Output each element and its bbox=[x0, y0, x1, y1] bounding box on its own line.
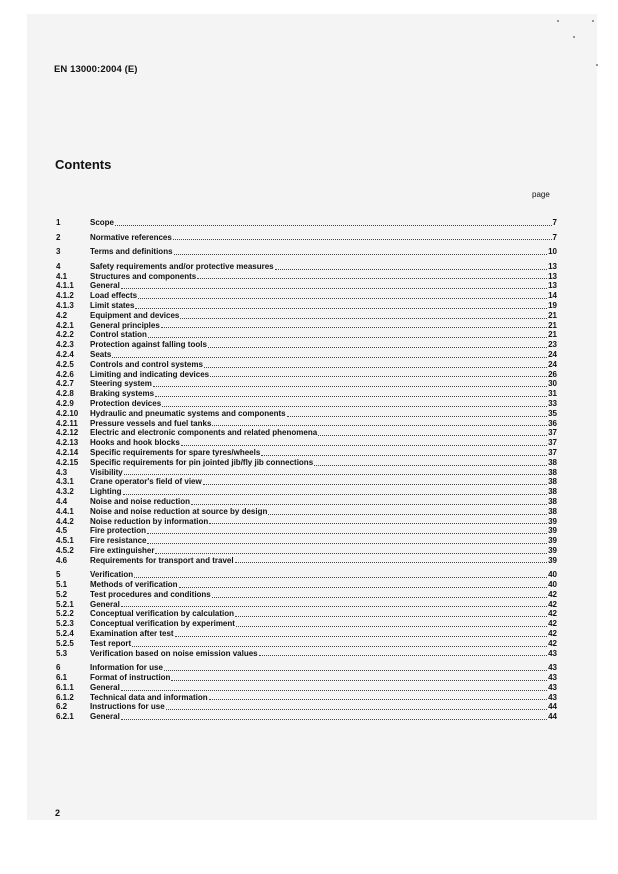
toc-entry-title: General principles bbox=[90, 320, 160, 330]
toc-entry-number: 4.2.2 bbox=[56, 330, 74, 340]
toc-dot-leader bbox=[171, 680, 547, 681]
toc-dot-leader bbox=[148, 337, 547, 338]
toc-dot-leader bbox=[175, 636, 548, 637]
toc-dot-leader bbox=[121, 606, 547, 607]
toc-entry-page: 38 bbox=[548, 496, 557, 506]
toc-entry-number: 4.6 bbox=[56, 555, 68, 565]
toc-entry[interactable] bbox=[56, 340, 557, 350]
toc-entry-number: 4.4.2 bbox=[56, 516, 74, 526]
scan-speck bbox=[596, 64, 598, 66]
toc-entry-page: 43 bbox=[548, 663, 557, 673]
toc-entry-page: 42 bbox=[548, 629, 557, 639]
toc-entry-page: 44 bbox=[548, 712, 557, 722]
toc-entry[interactable] bbox=[56, 409, 557, 419]
toc-entry-number: 4.2.1 bbox=[56, 320, 74, 330]
toc-entry[interactable] bbox=[56, 379, 557, 389]
toc-entry-title: Test report bbox=[90, 638, 132, 648]
toc-entry-number: 4.1.1 bbox=[56, 281, 74, 291]
toc-entry-page: 21 bbox=[548, 330, 557, 340]
toc-entry-page: 26 bbox=[548, 369, 557, 379]
toc-dot-leader bbox=[166, 709, 547, 710]
toc-dot-leader bbox=[314, 465, 547, 466]
toc-entry[interactable] bbox=[56, 546, 557, 556]
toc-entry-number: 4.2.7 bbox=[56, 379, 74, 389]
toc-entry-page: 38 bbox=[548, 487, 557, 497]
toc-dot-leader bbox=[123, 494, 548, 495]
toc-dot-leader bbox=[155, 396, 547, 397]
scan-speck bbox=[573, 36, 575, 38]
toc-entry-title: Protection against falling tools bbox=[90, 340, 207, 350]
page-column-label: page bbox=[532, 190, 550, 199]
toc-entry-number: 6.2.1 bbox=[56, 712, 74, 722]
toc-dot-leader bbox=[135, 308, 547, 309]
toc-dot-leader bbox=[179, 587, 548, 588]
toc-entry-number: 4.2.4 bbox=[56, 349, 74, 359]
toc-entry[interactable] bbox=[56, 311, 557, 321]
toc-entry-number: 4.5.1 bbox=[56, 536, 74, 546]
toc-entry-title: Requirements for transport and travel bbox=[90, 555, 234, 565]
toc-entry-title: Fire resistance bbox=[90, 536, 147, 546]
toc-entry-number: 4.2.15 bbox=[56, 457, 79, 467]
toc-entry-title: Fire extinguisher bbox=[90, 545, 155, 555]
toc-entry-title: Methods of verification bbox=[90, 580, 178, 590]
toc-entry[interactable] bbox=[56, 649, 557, 659]
toc-entry-title: Conceptual verification by experiment bbox=[90, 619, 235, 629]
toc-dot-leader bbox=[268, 514, 547, 515]
toc-entry-title: Load effects bbox=[90, 291, 138, 301]
toc-entry-page: 38 bbox=[548, 477, 557, 487]
toc-dot-leader bbox=[212, 597, 547, 598]
toc-dot-leader bbox=[180, 318, 547, 319]
toc-entry-number: 4.2.5 bbox=[56, 359, 74, 369]
toc-dot-leader bbox=[164, 670, 547, 671]
toc-entry-title: Normative references bbox=[90, 232, 172, 242]
toc-entry[interactable] bbox=[56, 281, 557, 291]
toc-entry[interactable] bbox=[56, 291, 557, 301]
toc-entry[interactable] bbox=[56, 321, 557, 331]
toc-entry-number: 5.2.1 bbox=[56, 599, 74, 609]
toc-entry-title: Protection devices bbox=[90, 398, 162, 408]
toc-dot-leader bbox=[212, 425, 547, 426]
toc-entry-page: 39 bbox=[548, 545, 557, 555]
toc-entry-title: Verification bbox=[90, 570, 134, 580]
toc-entry-page: 42 bbox=[548, 619, 557, 629]
toc-dot-leader bbox=[209, 699, 547, 700]
document-id: EN 13000:2004 (E) bbox=[54, 64, 138, 75]
toc-entry[interactable] bbox=[56, 507, 557, 517]
toc-dot-leader bbox=[235, 616, 547, 617]
toc-entry[interactable] bbox=[56, 556, 557, 566]
toc-entry-number: 5.2.5 bbox=[56, 638, 74, 648]
toc-entry-number: 4.2.14 bbox=[56, 447, 79, 457]
toc-entry-number: 4.3 bbox=[56, 467, 68, 477]
toc-entry[interactable] bbox=[56, 580, 557, 590]
toc-entry-title: Format of instruction bbox=[90, 673, 171, 683]
scan-speck bbox=[557, 20, 559, 22]
toc-entry[interactable] bbox=[56, 702, 557, 712]
toc-entry[interactable] bbox=[56, 609, 557, 619]
toc-entry[interactable] bbox=[56, 683, 557, 693]
toc-dot-leader bbox=[203, 484, 547, 485]
toc-entry-page: 43 bbox=[548, 648, 557, 658]
toc-entry-number: 5.2.3 bbox=[56, 619, 74, 629]
toc-entry[interactable] bbox=[56, 600, 557, 610]
toc-entry-title: Information for use bbox=[90, 663, 163, 673]
toc-dot-leader bbox=[121, 690, 547, 691]
toc-entry-title: Electric and electronic components and related phenomena bbox=[90, 428, 318, 438]
toc-entry-page: 24 bbox=[548, 359, 557, 369]
toc-dot-leader bbox=[112, 357, 547, 358]
toc-entry-number: 3 bbox=[56, 247, 61, 257]
toc-dot-leader bbox=[161, 327, 547, 328]
toc-entry[interactable] bbox=[56, 350, 557, 360]
toc-dot-leader bbox=[287, 416, 547, 417]
toc-dot-leader bbox=[209, 523, 547, 524]
toc-entry-number: 4.2 bbox=[56, 310, 68, 320]
toc-entry-number: 4.2.3 bbox=[56, 340, 74, 350]
toc-entry-title: Hydraulic and pneumatic systems and components bbox=[90, 408, 286, 418]
toc-entry-page: 38 bbox=[548, 467, 557, 477]
toc-entry-title: Terms and definitions bbox=[90, 247, 173, 257]
toc-entry-number: 4.2.8 bbox=[56, 389, 74, 399]
toc-dot-leader bbox=[134, 577, 547, 578]
toc-entry-title: Controls and control systems bbox=[90, 359, 203, 369]
toc-entry-title: Noise and noise reduction at source by design bbox=[90, 506, 268, 516]
toc-entry-number: 5.2 bbox=[56, 589, 68, 599]
toc-dot-leader bbox=[261, 455, 547, 456]
toc-entry[interactable] bbox=[56, 570, 557, 580]
toc-entry-title: Instructions for use bbox=[90, 702, 165, 712]
toc-entry-number: 6.1.1 bbox=[56, 682, 74, 692]
toc-dot-leader bbox=[138, 298, 547, 299]
toc-entry-page: 39 bbox=[548, 555, 557, 565]
toc-dot-leader bbox=[162, 406, 547, 407]
toc-entry-page: 43 bbox=[548, 692, 557, 702]
toc-entry[interactable] bbox=[56, 262, 557, 272]
toc-entry[interactable] bbox=[56, 517, 557, 527]
toc-entry-number: 4.2.13 bbox=[56, 438, 79, 448]
toc-entry-title: Specific requirements for pin jointed jib/fly jib connections bbox=[90, 457, 314, 467]
toc-dot-leader bbox=[236, 626, 547, 627]
toc-dot-leader bbox=[208, 347, 547, 348]
toc-entry-page: 39 bbox=[548, 536, 557, 546]
toc-entry-title: Technical data and information bbox=[90, 692, 208, 702]
toc-dot-leader bbox=[115, 225, 552, 226]
toc-entry[interactable] bbox=[56, 301, 557, 311]
toc-entry-number: 4.5.2 bbox=[56, 545, 74, 555]
toc-entry-title: Conceptual verification by calculation bbox=[90, 609, 235, 619]
toc-dot-leader bbox=[197, 278, 547, 279]
toc-entry[interactable] bbox=[56, 428, 557, 438]
toc-entry[interactable] bbox=[56, 663, 557, 673]
toc-entry-number: 4.4 bbox=[56, 496, 68, 506]
toc-entry-number: 4.1 bbox=[56, 271, 68, 281]
toc-entry-title: General bbox=[90, 281, 120, 291]
toc-dot-leader bbox=[181, 445, 547, 446]
toc-entry-title: Equipment and devices bbox=[90, 310, 180, 320]
toc-entry[interactable] bbox=[56, 360, 557, 370]
toc-dot-leader bbox=[191, 504, 547, 505]
toc-entry-title: Structures and components bbox=[90, 271, 197, 281]
toc-entry-page: 38 bbox=[548, 506, 557, 516]
toc-entry[interactable] bbox=[56, 330, 557, 340]
toc-entry-number: 4.3.1 bbox=[56, 477, 74, 487]
toc-entry-page: 44 bbox=[548, 702, 557, 712]
toc-entry-title: Limiting and indicating devices bbox=[90, 369, 210, 379]
toc-dot-leader bbox=[153, 386, 547, 387]
toc-entry-title: Fire protection bbox=[90, 526, 147, 536]
toc-entry-page: 13 bbox=[548, 281, 557, 291]
toc-entry-page: 35 bbox=[548, 408, 557, 418]
toc-entry-page: 21 bbox=[548, 310, 557, 320]
toc-entry-title: Scope bbox=[90, 218, 115, 227]
toc-entry-title: Limit states bbox=[90, 300, 135, 310]
toc-dot-leader bbox=[275, 269, 547, 270]
toc-entry[interactable] bbox=[56, 233, 557, 243]
toc-entry-number: 4.1.2 bbox=[56, 291, 74, 301]
page-number: 2 bbox=[55, 808, 61, 818]
toc-entry[interactable] bbox=[56, 389, 557, 399]
page-title: Contents bbox=[55, 157, 112, 172]
toc-entry-page: 43 bbox=[548, 673, 557, 683]
toc-entry-number: 5.2.2 bbox=[56, 609, 74, 619]
toc-entry-page: 13 bbox=[548, 261, 557, 271]
toc-entry-number: 4.4.1 bbox=[56, 506, 74, 516]
toc-entry-title: General bbox=[90, 599, 120, 609]
toc-entry-title: Control station bbox=[90, 330, 147, 340]
toc-entry-number: 5.1 bbox=[56, 580, 68, 590]
toc-entry-page: 42 bbox=[548, 589, 557, 599]
toc-entry[interactable] bbox=[56, 619, 557, 629]
toc-entry[interactable] bbox=[56, 712, 557, 722]
toc-entry-page: 24 bbox=[548, 349, 557, 359]
toc-entry-number: 5 bbox=[56, 570, 61, 580]
toc-entry-page: 43 bbox=[548, 682, 557, 692]
toc-dot-leader bbox=[318, 435, 547, 436]
toc-entry-title: Test procedures and conditions bbox=[90, 589, 211, 599]
toc-entry[interactable] bbox=[56, 673, 557, 683]
toc-entry[interactable] bbox=[56, 247, 557, 257]
toc-entry-page: 10 bbox=[548, 247, 557, 257]
toc-entry-page: 40 bbox=[548, 570, 557, 580]
toc-entry[interactable] bbox=[56, 477, 557, 487]
toc-entry[interactable] bbox=[56, 536, 557, 546]
toc-entry[interactable] bbox=[56, 629, 557, 639]
toc-entry-page: 40 bbox=[548, 580, 557, 590]
toc-entry-number: 6.1 bbox=[56, 673, 68, 683]
toc-entry[interactable] bbox=[56, 526, 557, 536]
toc-entry-number: 4.3.2 bbox=[56, 487, 74, 497]
toc-entry-title: Pressure vessels and fuel tanks bbox=[90, 418, 212, 428]
toc-entry-number: 5.3 bbox=[56, 648, 68, 658]
toc-entry-number: 6.2 bbox=[56, 702, 68, 712]
toc-dot-leader bbox=[147, 533, 547, 534]
toc-entry-title: General bbox=[90, 712, 120, 722]
toc-entry-title: Crane operator's field of view bbox=[90, 477, 202, 487]
toc-entry-page: 39 bbox=[548, 516, 557, 526]
toc-entry[interactable] bbox=[56, 497, 557, 507]
toc-entry-number: 4.2.9 bbox=[56, 398, 74, 408]
toc-entry[interactable] bbox=[56, 590, 557, 600]
toc-entry-title: Noise and noise reduction bbox=[90, 496, 191, 506]
toc-entry-number: 4.5 bbox=[56, 526, 68, 536]
toc-dot-leader bbox=[173, 239, 552, 240]
toc-entry-page: 42 bbox=[548, 609, 557, 619]
toc-dot-leader bbox=[259, 655, 547, 656]
toc-entry-page: 39 bbox=[548, 526, 557, 536]
toc-entry-number: 1 bbox=[56, 218, 61, 227]
toc-entry-page: 31 bbox=[548, 389, 557, 399]
toc-entry-title: Steering system bbox=[90, 379, 152, 389]
toc-entry-page: 23 bbox=[548, 340, 557, 350]
toc-dot-leader bbox=[132, 646, 547, 647]
toc-entry-number: 6 bbox=[56, 663, 61, 673]
toc-entry-page: 33 bbox=[548, 398, 557, 408]
toc-entry-page: 37 bbox=[548, 447, 557, 457]
toc-entry[interactable] bbox=[56, 419, 557, 429]
toc-entry-page: 14 bbox=[548, 291, 557, 301]
toc-entry-page: 42 bbox=[548, 599, 557, 609]
toc-dot-leader bbox=[147, 543, 547, 544]
toc-entry-title: Examination after test bbox=[90, 629, 174, 639]
toc-entry-page: 37 bbox=[548, 438, 557, 448]
toc-entry-page: 19 bbox=[548, 300, 557, 310]
toc-entry[interactable] bbox=[56, 272, 557, 282]
toc-entry-number: 2 bbox=[56, 232, 61, 242]
toc-entry-number: 5.2.4 bbox=[56, 629, 74, 639]
table-of-contents bbox=[56, 218, 557, 722]
toc-entry[interactable] bbox=[56, 370, 557, 380]
toc-entry-title: Braking systems bbox=[90, 389, 155, 399]
toc-entry-page: 7 bbox=[552, 232, 557, 242]
toc-entry-number: 4.1.3 bbox=[56, 300, 74, 310]
toc-dot-leader bbox=[155, 553, 547, 554]
toc-dot-leader bbox=[204, 367, 547, 368]
toc-entry-title: Safety requirements and/or protective measures bbox=[90, 261, 274, 271]
toc-entry[interactable] bbox=[56, 693, 557, 703]
toc-entry[interactable] bbox=[56, 448, 557, 458]
toc-entry-number: 6.1.2 bbox=[56, 692, 74, 702]
toc-entry[interactable] bbox=[56, 487, 557, 497]
toc-entry-page: 21 bbox=[548, 320, 557, 330]
toc-entry[interactable] bbox=[56, 399, 557, 409]
toc-dot-leader bbox=[121, 719, 547, 720]
toc-entry-title: Hooks and hook blocks bbox=[90, 438, 180, 448]
toc-entry-number: 4.2.6 bbox=[56, 369, 74, 379]
toc-dot-leader bbox=[235, 562, 548, 563]
toc-entry-page: 38 bbox=[548, 457, 557, 467]
scan-speck bbox=[592, 20, 594, 22]
toc-entry-page: 36 bbox=[548, 418, 557, 428]
toc-dot-leader bbox=[210, 376, 547, 377]
toc-entry-page: 30 bbox=[548, 379, 557, 389]
toc-entry-number: 4 bbox=[56, 261, 61, 271]
toc-entry[interactable] bbox=[56, 218, 557, 228]
toc-entry-title: Lighting bbox=[90, 487, 122, 497]
toc-entry-page: 42 bbox=[548, 638, 557, 648]
toc-entry-title: General bbox=[90, 682, 120, 692]
toc-entry-number: 4.2.12 bbox=[56, 428, 79, 438]
toc-entry[interactable] bbox=[56, 438, 557, 448]
toc-entry-title: Verification based on noise emission values bbox=[90, 648, 258, 658]
toc-dot-leader bbox=[124, 474, 547, 475]
toc-dot-leader bbox=[174, 254, 548, 255]
toc-entry-page: 13 bbox=[548, 271, 557, 281]
toc-entry-page: 37 bbox=[548, 428, 557, 438]
toc-entry-page: 7 bbox=[552, 218, 557, 227]
toc-entry-title: Noise reduction by information bbox=[90, 516, 209, 526]
toc-entry-number: 4.2.10 bbox=[56, 408, 79, 418]
toc-entry-number: 4.2.11 bbox=[56, 418, 78, 428]
toc-entry[interactable] bbox=[56, 458, 557, 468]
toc-entry-title: Seats bbox=[90, 349, 112, 359]
toc-entry[interactable] bbox=[56, 639, 557, 649]
toc-entry-title: Visibility bbox=[90, 467, 123, 477]
toc-entry-title: Specific requirements for spare tyres/wheels bbox=[90, 447, 261, 457]
toc-dot-leader bbox=[121, 288, 547, 289]
toc-entry[interactable] bbox=[56, 468, 557, 478]
